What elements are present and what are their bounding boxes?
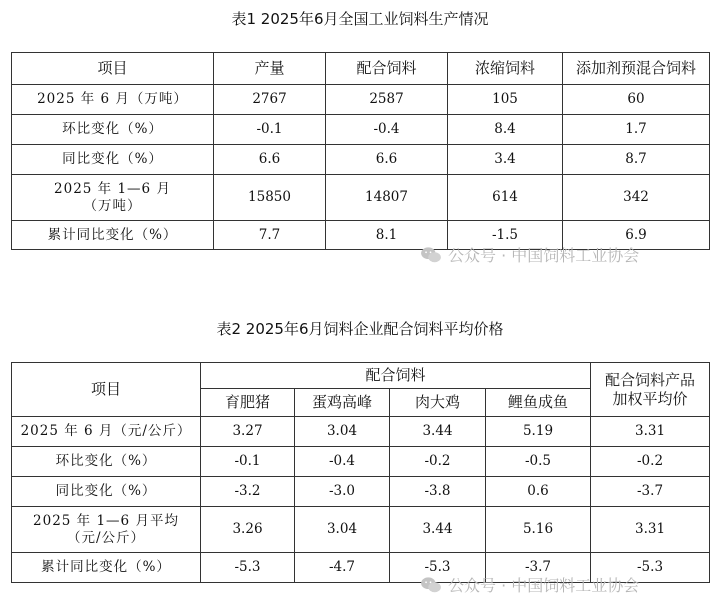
row-label: 累计同比变化（%） [12,553,201,583]
header-output: 产量 [214,53,326,85]
row-label: 环比变化（%） [12,447,201,477]
header-premix-feed: 添加剂预混合饲料 [563,53,710,85]
table2-prices [11,362,710,583]
row-label: 2025 年 6 月（元/公斤） [12,417,201,447]
row-label-line1: 2025 年 1—6 月 [54,180,171,197]
cell: 3.44 [390,417,486,447]
cell: -0.2 [591,447,710,477]
cell: 0.6 [486,477,591,507]
header-weighted-avg-line2: 加权平均价 [612,389,688,408]
cell: -5.3 [390,553,486,583]
cell: 8.4 [448,115,563,145]
cell: 6.6 [326,145,448,175]
table-row [12,115,710,145]
cell: 14807 [326,175,448,221]
row-label: 累计同比变化（%） [12,221,214,250]
cell: 2587 [326,85,448,115]
table1-header-row [12,53,710,85]
cell: -3.7 [486,553,591,583]
header-weighted-avg-line1: 配合饲料产品 [605,370,696,389]
cell: 3.26 [201,507,295,553]
cell: 5.19 [486,417,591,447]
watermark-text: 公众号 · 中国饲料工业协会 [448,246,640,265]
cell: 8.7 [563,145,710,175]
cell: 7.7 [214,221,326,250]
header-compound-feed: 配合饲料 [326,53,448,85]
cell: 6.6 [214,145,326,175]
cell: 3.31 [591,507,710,553]
header-weighted-avg [591,363,710,417]
table-row [12,175,710,221]
cell: 3.31 [591,417,710,447]
cell: 105 [448,85,563,115]
cell: -0.2 [390,447,486,477]
row-label [12,175,214,221]
cell: -5.3 [591,553,710,583]
cell: -4.7 [295,553,390,583]
row-label: 2025 年 6 月（万吨） [12,85,214,115]
subheader-laying-hen-peak: 蛋鸡高峰 [295,389,390,417]
cell: 3.27 [201,417,295,447]
table2-caption: 表2 2025年6月饲料企业配合饲料平均价格 [216,320,504,338]
cell: -0.1 [201,447,295,477]
row-label-line1: 2025 年 1—6 月平均 [33,512,179,529]
subheader-carp: 鲤鱼成鱼 [486,389,591,417]
wechat-icon [420,246,442,264]
cell: 15850 [214,175,326,221]
cell: -0.4 [295,447,390,477]
row-label: 同比变化（%） [12,477,201,507]
cell: -3.2 [201,477,295,507]
header-item: 项目 [12,53,214,85]
cell: 3.04 [295,417,390,447]
watermark-text: 公众号 · 中国饲料工业协会 [448,576,640,595]
row-label-line2: （万吨） [83,197,142,214]
cell: 3.44 [390,507,486,553]
cell: 614 [448,175,563,221]
cell: 2767 [214,85,326,115]
table1-production [11,52,710,250]
cell: -0.4 [326,115,448,145]
table-row [12,145,710,175]
table-row [12,507,710,553]
table2-header-row [12,363,710,389]
cell: -3.8 [390,477,486,507]
row-label: 环比变化（%） [12,115,214,145]
cell: 3.04 [295,507,390,553]
watermark [420,573,639,596]
table-row [12,477,710,507]
watermark [420,243,639,266]
cell: -3.7 [591,477,710,507]
subheader-fattening-pig: 育肥猪 [201,389,295,417]
header-item: 项目 [12,363,201,417]
cell: -1.5 [448,221,563,250]
header-concentrated-feed: 浓缩饲料 [448,53,563,85]
header-compound-feed-group: 配合饲料 [201,363,591,389]
row-label-line2: （元/公斤） [66,529,146,546]
cell: 8.1 [326,221,448,250]
row-label [12,507,201,553]
cell: 60 [563,85,710,115]
cell: -0.1 [214,115,326,145]
cell: 1.7 [563,115,710,145]
table-row [12,417,710,447]
row-label: 同比变化（%） [12,145,214,175]
cell: -0.5 [486,447,591,477]
cell: 6.9 [563,221,710,250]
subheader-broiler: 肉大鸡 [390,389,486,417]
cell: -5.3 [201,553,295,583]
wechat-icon [420,576,442,594]
table-row [12,447,710,477]
cell: 5.16 [486,507,591,553]
cell: 3.4 [448,145,563,175]
cell: 342 [563,175,710,221]
table-row [12,85,710,115]
cell: -3.0 [295,477,390,507]
table1-caption: 表1 2025年6月全国工业饲料生产情况 [231,10,489,28]
